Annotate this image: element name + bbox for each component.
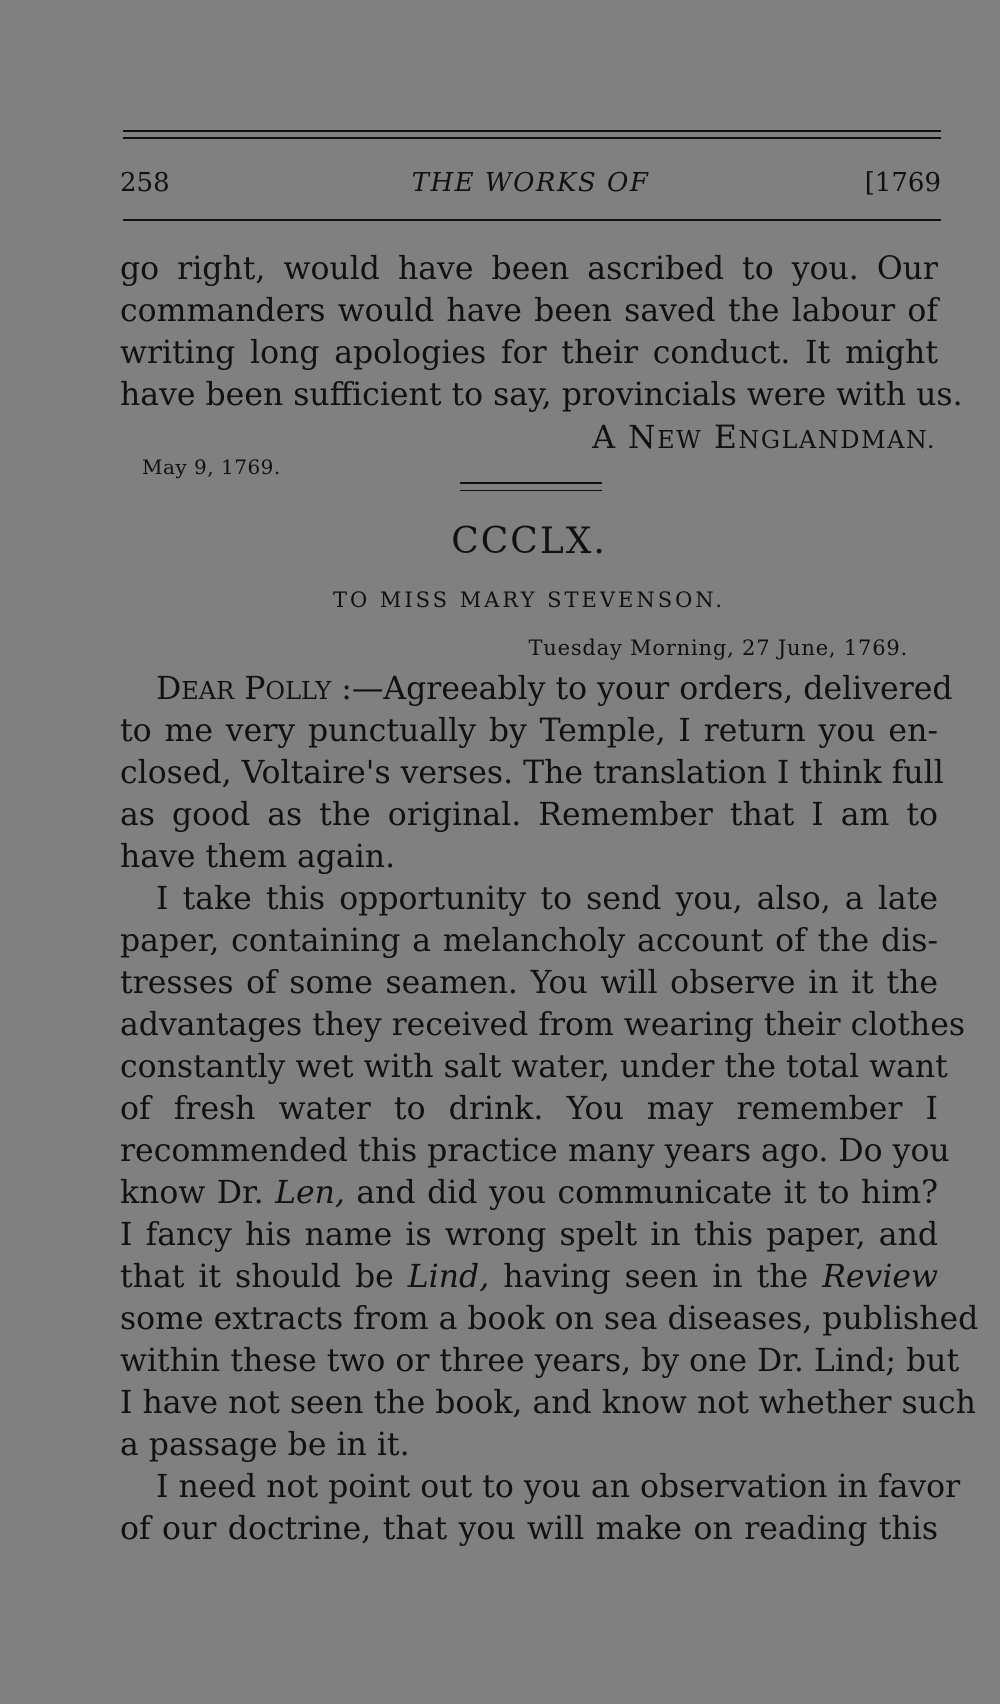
text-line: a passage be in it. xyxy=(120,1427,410,1463)
text-line: advantages they received from wearing their clothes xyxy=(120,1007,966,1043)
name-len: Len, xyxy=(275,1175,345,1211)
letter-addressee: TO MISS MARY STEVENSON. xyxy=(332,588,726,612)
letter-date: May 9, 1769. xyxy=(142,455,281,479)
text-line: have been sufficient to say, provincials were with us. xyxy=(120,377,963,413)
text-line: I have not seen the book, and know not whether such xyxy=(120,1385,976,1421)
review-title: Review xyxy=(822,1259,939,1295)
book-page xyxy=(120,0,979,1704)
text-line: within these two or three years, by one Dr. Lind; but xyxy=(120,1343,960,1379)
text-line: constantly wet with salt water, under the total want xyxy=(120,1049,948,1085)
running-title: THE WORKS OF xyxy=(411,168,650,198)
text-line: have them again. xyxy=(120,839,396,875)
text-line: know Dr. Len, and did you communicate it to him? xyxy=(120,1175,938,1211)
section-number: CCCLX. xyxy=(451,521,607,562)
page-number: 258 xyxy=(120,168,170,198)
text-line: that it should be Lind, having seen in the Review xyxy=(120,1259,939,1295)
text-line: of our doctrine, that you will make on reading this xyxy=(120,1511,938,1547)
text-line: tresses of some seamen. You will observe in it the xyxy=(120,965,938,1001)
signature: A NEW ENGLANDMAN. xyxy=(592,420,936,456)
text-line: commanders would have been saved the labour of xyxy=(120,293,938,329)
text-line: go right, would have been ascribed to you. Our xyxy=(120,251,938,287)
text-line: as good as the original. Remember that I am to xyxy=(120,797,938,833)
letter-body xyxy=(120,668,979,1550)
text-line: closed, Voltaire's verses. The translation I think full xyxy=(120,755,944,791)
running-year: [1769 xyxy=(864,168,941,198)
text-line: I fancy his name is wrong spelt in this paper, and xyxy=(120,1217,938,1253)
continued-paragraph xyxy=(120,248,963,416)
text-line: I take this opportunity to send you, also, a late xyxy=(156,881,938,917)
section-divider xyxy=(460,482,602,491)
text-line: of fresh water to drink. You may remember I xyxy=(120,1091,938,1127)
letter-dateline: Tuesday Morning, 27 June, 1769. xyxy=(528,636,908,660)
text-line: to me very punctually by Temple, I return you en- xyxy=(120,713,938,749)
text-line: some extracts from a book on sea diseases, published xyxy=(120,1301,979,1337)
running-head xyxy=(120,166,941,200)
text-line: recommended this practice many years ago. Do you xyxy=(120,1133,950,1169)
text-line: paper, containing a melancholy account of the dis- xyxy=(120,923,938,959)
name-lind: Lind, xyxy=(407,1259,490,1295)
text-line: I need not point out to you an observation in favor xyxy=(156,1469,961,1505)
text-line: writing long apologies for their conduct. It might xyxy=(120,335,938,371)
header-top-rule xyxy=(123,130,941,139)
salutation-line: DEAR POLLY :—Agreeably to your orders, delivered xyxy=(156,671,953,707)
header-bottom-rule xyxy=(123,219,941,221)
